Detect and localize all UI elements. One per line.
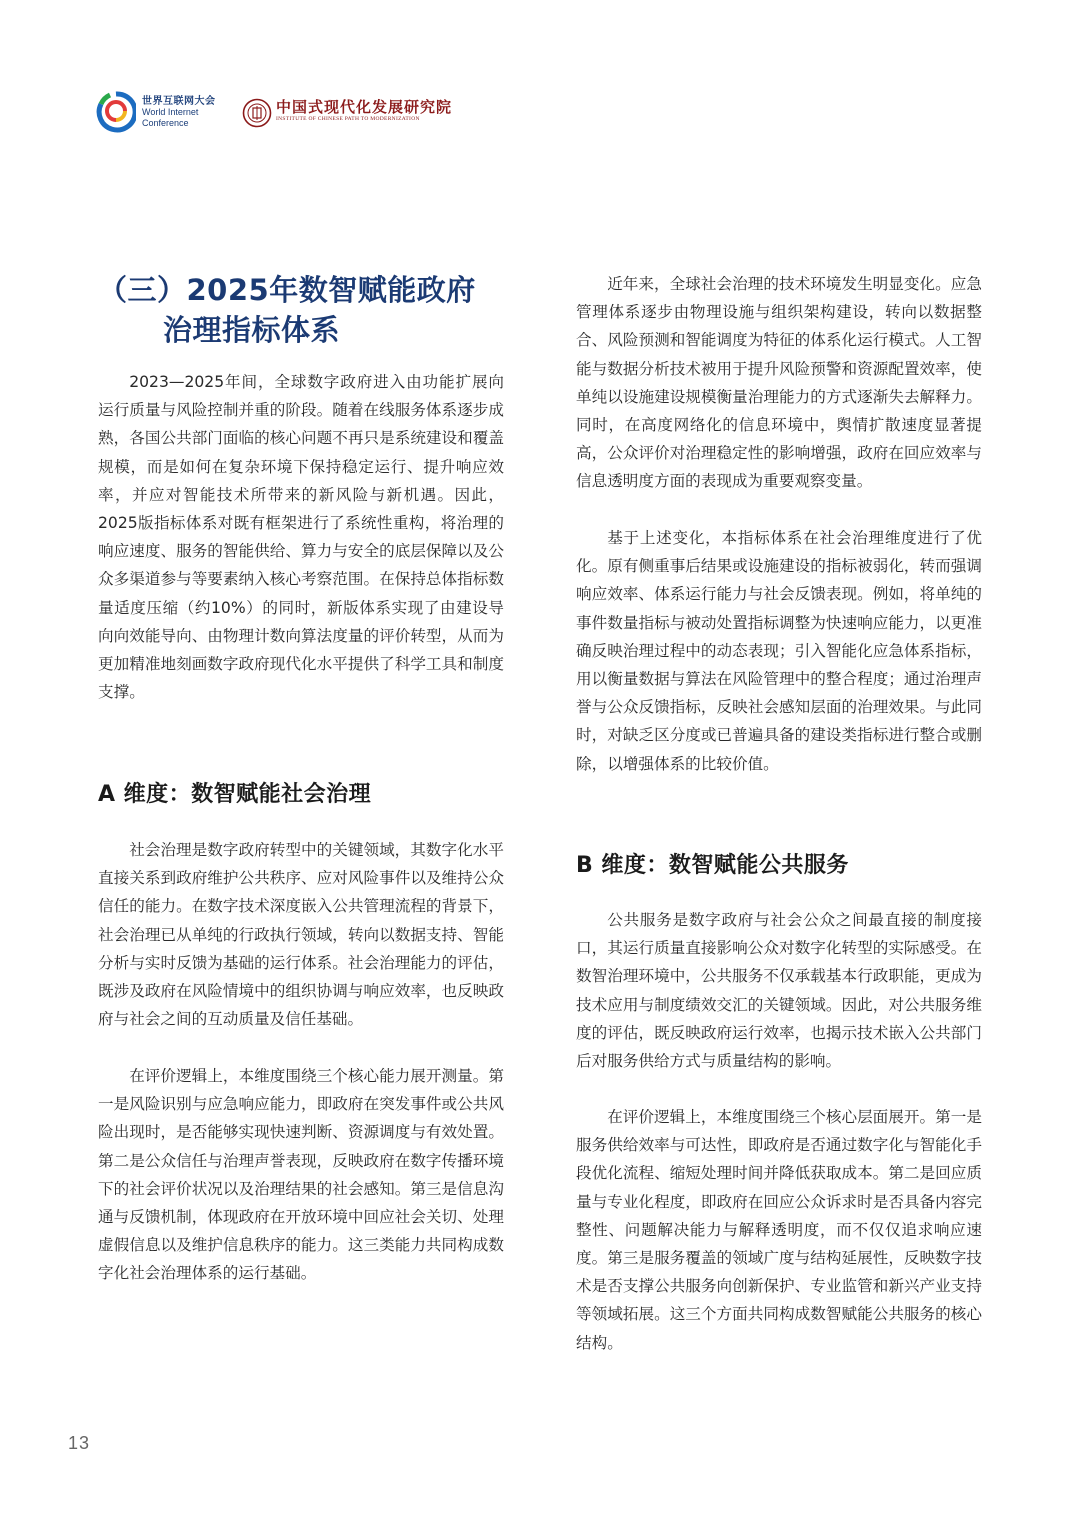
page-header [96, 90, 696, 140]
right-paragraph-public-service: 公共服务是数字政府与社会公众之间最直接的制度接口，其运行质量直接影响公众对数字化转型的实际感受。在数智治理环境中，公共服务不仅承载基本行政职能，更成为技术应用与制度绩效交汇的关键领域。因此，对公共服务维度的评估，既反映政府运行效率，也揭示技术嵌入公共部门后对服务供给方式与质量结构的影响。 [576, 911, 982, 1071]
page-number: 13 [68, 1433, 91, 1453]
right-paragraph-recent-changes: 近年来，全球社会治理的技术环境发生明显变化。应急管理体系逐步由物理设施与组织架构建设，转向以数据整合、风险预测和智能调度为特征的体系化运行模式。人工智能与数据分析技术被用于提升风险预警和资源配置效率，使单纯以设施建设规模衡量治理能力的方式逐渐失去解释力。同时，在高度网络化的信息环境中，舆情扩散速度显著提高，公众评价对治理稳定性的影响增强，政府在回应效率与信息透明度方面的表现成为重要观察变量。 [576, 275, 982, 491]
wic-name-en-2: Conference [142, 118, 189, 128]
dimension-b-heading: B 维度：数智赋能公共服务 [576, 853, 849, 878]
icpm-wordmark [276, 98, 452, 122]
section-title-line-1: （三）2025年数智赋能政府 [98, 273, 476, 307]
section-title-line-2: 治理指标体系 [163, 313, 341, 347]
icpm-name-cn: 中国式现代化发展研究院 [276, 98, 453, 116]
icpm-seal-icon [242, 98, 272, 128]
wic-logo-icon [96, 90, 136, 136]
section-title [98, 270, 476, 350]
icpm-name-en: INSTITUTE OF CHINESE PATH TO MODERNIZATION [276, 116, 420, 122]
wic-name-cn: 世界互联网大会 [142, 96, 216, 107]
left-paragraph-social-governance: 社会治理是数字政府转型中的关键领域，其数字化水平直接关系到政府维护公共秩序、应对风险事件以及维持公众信任的能力。在数字技术深度嵌入公共管理流程的背景下，社会治理已从单纯的行政执行领域，转向以数据支持、智能分析与实时反馈为基础的运行体系。社会治理能力的评估，既涉及政府在风险情境中的组织协调与响应效率，也反映政府与社会之间的互动质量及信任基础。 [98, 841, 504, 1029]
left-paragraph-evaluation-logic: 在评价逻辑上，本维度围绕三个核心能力展开测量。第一是风险识别与应急响应能力，即政府在突发事件或公共风险出现时，是否能够实现快速判断、资源调度与有效处置。第二是公众信任与治理声誉表现，反映政府在数字传播环境下的社会评价状况以及治理结果的社会感知。第三是信息沟通与反馈机制，体现政府在开放环境中回应社会关切、处理虚假信息以及维护信息秩序的能力。这三类能力共同构成数字化社会治理体系的运行基础。 [98, 1067, 504, 1283]
dimension-a-heading: A 维度：数智赋能社会治理 [98, 782, 372, 807]
wic-name-en-1: World Internet [142, 107, 199, 117]
left-paragraph-intro: 2023—2025年间，全球数字政府进入由功能扩展向运行质量与风险控制并重的阶段。随着在线服务体系逐步成熟，各国公共部门面临的核心问题不再只是系统建设和覆盖规模，而是如何在复杂环境下保持稳定运行、提升响应效率，并应对智能技术所带来的新风险与新机遇。因此，2025版指标体系对既有框架进行了系统性重构，将治理的响应速度、服务的智能供给、算力与安全的底层保障以及公众多渠道参与等要素纳入核心考察范围。在保持总体指标数量适度压缩（约10%）的同时，新版体系实现了由建设导向向效能导向、由物理计数向算法度量的评价转型，从而为更加精准地刻画数字政府现代化水平提供了科学工具和制度支撑。 [98, 373, 504, 702]
right-paragraph-optimization: 基于上述变化，本指标体系在社会治理维度进行了优化。原有侧重事后结果或设施建设的指标被弱化，转而强调响应效率、体系运行能力与社会反馈表现。例如，将单纯的事件数量指标与被动处置指标调整为快速响应能力，以更准确反映治理过程中的动态表现；引入智能化应急体系指标，用以衡量数据与算法在风险管理中的整合程度；通过治理声誉与公众反馈指标，反映社会感知层面的治理效果。与此同时，对缺乏区分度或已普遍具备的建设类指标进行整合或删除，以增强体系的比较价值。 [576, 529, 982, 773]
right-paragraph-service-evaluation: 在评价逻辑上，本维度围绕三个核心层面展开。第一是服务供给效率与可达性，即政府是否通过数字化与智能化手段优化流程、缩短处理时间并降低获取成本。第二是回应质量与专业化程度，即政府在回应公众诉求时是否具备内容完整性、问题解决能力与解释透明度，而不仅仅追求响应速度。第三是服务覆盖的领域广度与结构延展性，反映数字技术是否支撑公共服务向创新保护、专业监管和新兴产业支持等领域拓展。这三个方面共同构成数智赋能公共服务的核心结构。 [576, 1108, 982, 1352]
wic-wordmark [142, 96, 216, 129]
